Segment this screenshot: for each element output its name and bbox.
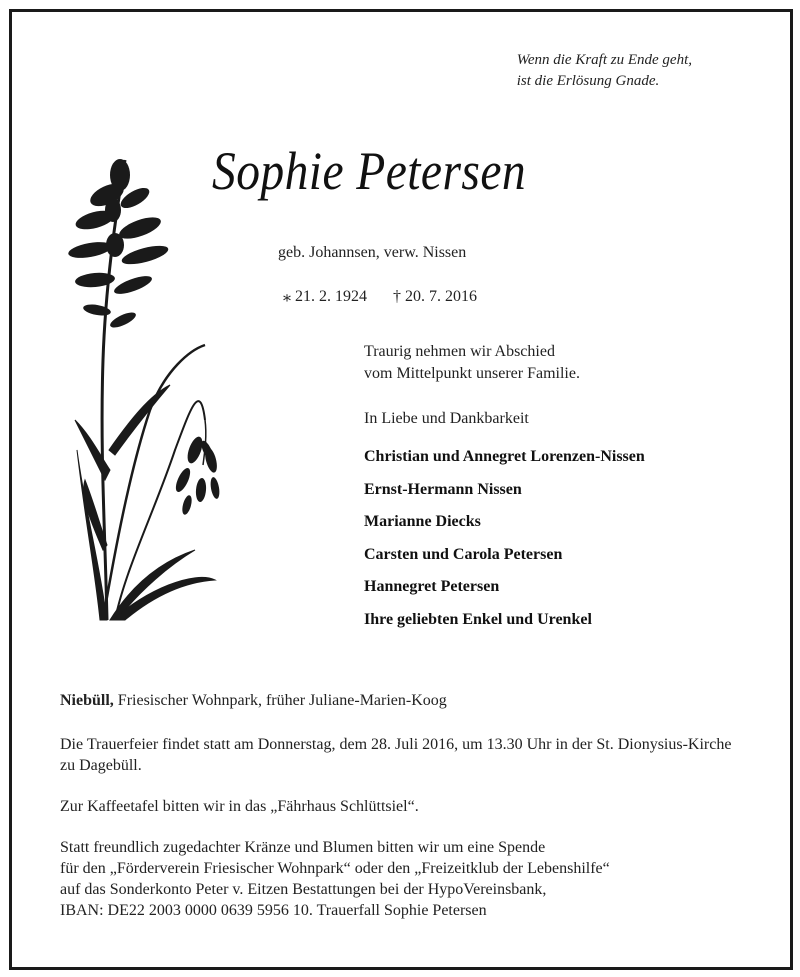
donation-line: IBAN: DE22 2003 0000 0639 5956 10. Trauerfall Sophie Petersen	[60, 902, 487, 919]
death-date: † 20. 7. 2016	[393, 288, 477, 305]
motto-quote	[517, 50, 692, 92]
mourner-name: Carsten und Carola Petersen	[364, 545, 563, 563]
donation-info	[60, 837, 740, 921]
coffee-info: Zur Kaffeetafel bitten wir in das „Fährhaus Schlüttsiel“.	[60, 798, 419, 815]
farewell-text	[364, 341, 580, 385]
ceremony-info: Die Trauerfeier findet statt am Donnerstag, dem 28. Juli 2016, um 13.30 Uhr in der St. Dionysius-Kirche zu Dagebüll.	[60, 736, 732, 774]
love-line: In Liebe und Dankbarkeit	[364, 410, 529, 427]
farewell-line: Traurig nehmen wir Abschied	[364, 343, 555, 360]
location-address: Friesischer Wohnpark, früher Juliane-Marien-Koog	[117, 692, 447, 709]
birth-name: geb. Johannsen, verw. Nissen	[278, 244, 467, 261]
location-line	[60, 690, 740, 711]
motto-line: ist die Erlösung Gnade.	[516, 73, 660, 89]
birth-date: ⁎ 21. 2. 1924	[283, 288, 367, 305]
mourners-list	[364, 447, 645, 643]
mourner-name: Hannegret Petersen	[364, 578, 500, 596]
mourner-name: Ernst-Hermann Nissen	[364, 480, 522, 498]
motto-line: Wenn die Kraft zu Ende geht,	[516, 52, 692, 68]
donation-line: für den „Förderverein Friesischer Wohnpark“ oder den „Freizeitklub der Lebenshilfe“	[60, 860, 610, 877]
mourner-name: Christian und Annegret Lorenzen-Nissen	[364, 448, 645, 465]
donation-line: Statt freundlich zugedachter Kränze und Blumen bitten wir um eine Spende	[60, 839, 546, 856]
donation-line: auf das Sonderkonto Peter v. Eitzen Bestattungen bei der HypoVereinsbank,	[60, 881, 547, 898]
deceased-name: Sophie Petersen	[212, 141, 527, 201]
mourner-name: Ihre geliebten Enkel und Urenkel	[364, 610, 592, 628]
grass-illustration	[55, 150, 230, 625]
life-dates	[283, 286, 477, 306]
farewell-line: vom Mittelpunkt unserer Familie.	[364, 365, 580, 382]
mourner-name: Marianne Diecks	[364, 513, 481, 531]
location-town: Niebüll,	[60, 692, 114, 709]
